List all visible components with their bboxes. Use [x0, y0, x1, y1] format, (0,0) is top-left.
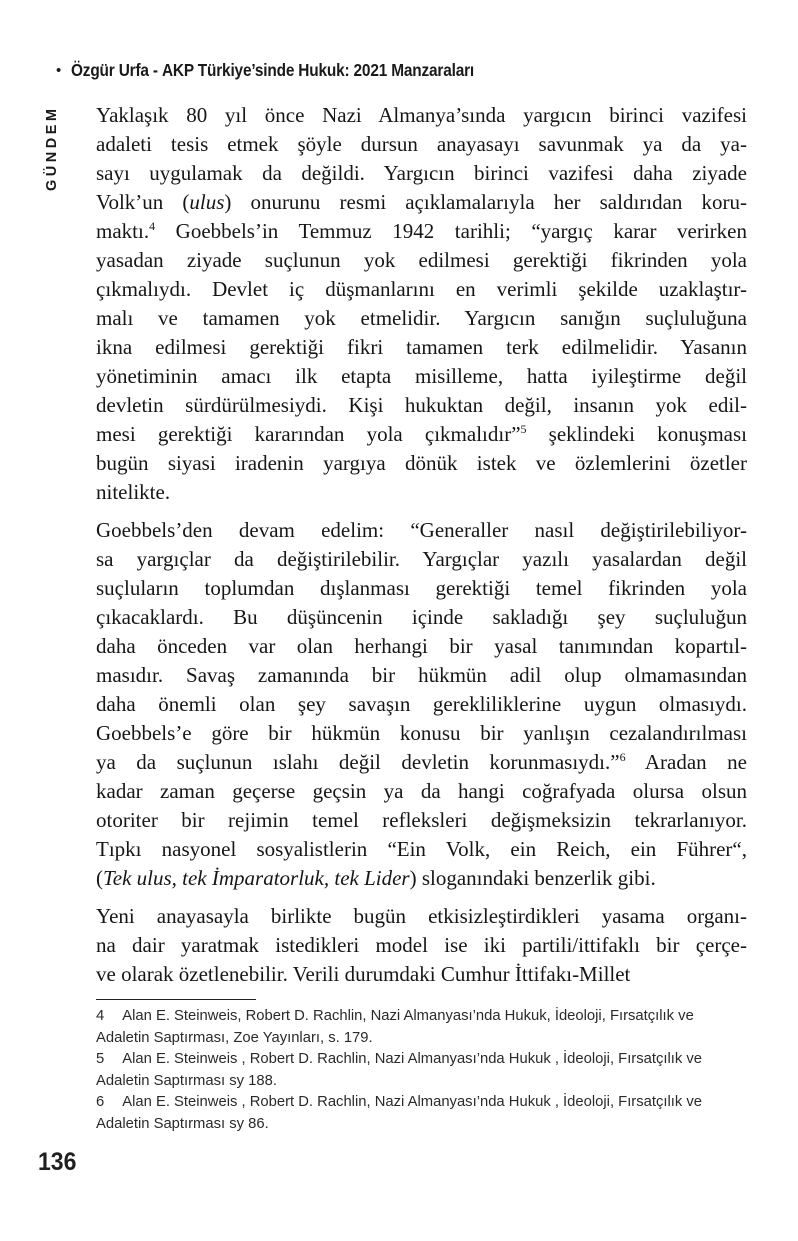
chapter-title: AKP Türkiye’sinde Hukuk: 2021 Manzaraları — [162, 60, 475, 80]
footnote-reference: 5 — [520, 422, 527, 436]
text-segment: Volk’un ( — [96, 190, 190, 214]
section-gutter-label: GÜNDEM — [44, 105, 60, 191]
text-line — [96, 333, 747, 362]
text-segment: ( — [96, 866, 103, 890]
page-number: 136 — [38, 1148, 77, 1176]
footnote-reference: 6 — [619, 750, 626, 764]
footnote — [96, 1092, 747, 1135]
text-line — [96, 449, 747, 478]
text-line — [96, 902, 747, 931]
text-segment: ikna edilmesi gerektiği fikri tamamen terk edilmelidir. Yasanın — [96, 335, 747, 359]
text-segment: nitelikte. — [96, 480, 171, 504]
text-line — [96, 217, 747, 246]
text-line — [96, 420, 747, 449]
footnote-number: 6 — [96, 1094, 105, 1110]
footnote-number: 5 — [96, 1051, 105, 1067]
paragraph — [96, 902, 747, 989]
text-segment: adaleti tesis etmek şöyle dursun anayasayı savunmak ya da ya- — [96, 132, 747, 156]
text-segment: Goebbels’in Temmuz 1942 tarihli; “yargıç karar verirken — [155, 219, 747, 243]
text-line — [96, 632, 747, 661]
text-line — [96, 719, 747, 748]
footnote-number: 4 — [96, 1008, 105, 1024]
text-segment: Goebbels’e göre bir hükmün konusu bir yanlışın cezalandırılması — [96, 721, 747, 745]
footnote-text: Alan E. Steinweis, Robert D. Rachlin, Nazi Almanyası’nda Hukuk, İdeoloji, Fırsatçılık ve Adaletin Saptırması, Zoe Yayınları, s. 179. — [96, 1008, 694, 1046]
text-segment: Yaklaşık 80 yıl önce Nazi Almanya’sında yargıcın birinci vazifesi — [96, 103, 747, 127]
italic-text: Tek ulus, tek İmparatorluk, tek Lider — [103, 866, 410, 890]
text-segment: kadar zaman geçerse geçsin ya da hangi coğrafyada olursa olsun — [96, 779, 747, 803]
text-segment: ya da suçlunun ıslahı değil devletin korunmasıydı.” — [96, 750, 620, 774]
footnote — [96, 1049, 747, 1092]
text-segment: şeklindeki konuşması — [526, 422, 747, 446]
paragraph — [96, 101, 747, 507]
text-line — [96, 391, 747, 420]
text-segment: ve olarak özetlenebilir. Verili durumdaki Cumhur İttifakı-Millet — [96, 962, 631, 986]
text-segment: çıkacaklardı. Bu düşüncenin içinde sakladığı şey suçluluğun — [96, 605, 747, 629]
text-segment: mesi gerektiği kararından yola çıkmalıdır” — [96, 422, 521, 446]
text-line — [96, 545, 747, 574]
footnote-reference: 4 — [149, 219, 156, 233]
text-line — [96, 777, 747, 806]
text-segment: sa yargıçlar da değiştirilebilir. Yargıçlar yazılı yasalardan değil — [96, 547, 747, 571]
text-line — [96, 574, 747, 603]
text-segment: yönetiminin amacı ilk etapta misilleme, hatta iyileştirme değil — [96, 364, 747, 388]
text-line — [96, 690, 747, 719]
text-line — [96, 960, 747, 989]
text-segment: daha önceden var olan herhangi bir yasal tanımından kopartıl- — [96, 634, 747, 658]
text-segment: Aradan ne — [625, 750, 747, 774]
text-line — [96, 806, 747, 835]
text-segment: Tıpkı nasyonel sosyalistlerin “Ein Volk, ein Reich, ein Führer“, — [96, 837, 747, 861]
text-segment: ) onurunu resmi açıklamalarıyla her saldırıdan koru- — [224, 190, 747, 214]
text-segment: malı ve tamamen yok etmelidir. Yargıcın sanığın suçluluğuna — [96, 306, 747, 330]
text-line — [96, 516, 747, 545]
text-line — [96, 130, 747, 159]
running-header — [56, 60, 529, 81]
text-segment: sayı uygulamak da değildi. Yargıcın birinci vazifesi daha ziyade — [96, 161, 747, 185]
footnote-text: Alan E. Steinweis , Robert D. Rachlin, Nazi Almanyası’nda Hukuk , İdeoloji, Fırsatçılık ve Adaletin Saptırması sy 188. — [96, 1051, 703, 1089]
running-header-text — [71, 60, 474, 81]
footnotes — [96, 1006, 747, 1135]
text-segment: otoriter bir rejimin temel refleksleri değişmeksizin tekrarlanıyor. — [96, 808, 747, 832]
text-segment: bugün siyasi iradenin yargıya dönük istek ve özlemlerini özetler — [96, 451, 747, 475]
text-line — [96, 478, 747, 507]
footnote — [96, 1006, 747, 1049]
text-line — [96, 864, 747, 893]
footnote-separator — [96, 999, 256, 1000]
text-line — [96, 275, 747, 304]
author-name: Özgür Urfa - — [71, 60, 163, 80]
text-line — [96, 661, 747, 690]
text-segment: ) sloganındaki benzerlik gibi. — [409, 866, 656, 890]
text-segment: Yeni anayasayla birlikte bugün etkisizleştirdikleri yasama organı- — [96, 904, 747, 928]
text-line — [96, 246, 747, 275]
text-segment: yasadan ziyade suçlunun yok edilmesi gerektiği fikrinden yola — [96, 248, 747, 272]
text-segment: daha önemli olan şey savaşın gerekliliklerine uygun olmasıydı. — [96, 692, 747, 716]
body-text — [96, 101, 747, 998]
text-segment: na dair yaratmak istedikleri model ise iki partili/ittifaklı bir çerçe- — [96, 933, 747, 957]
text-segment: devletin sürdürülmesiydi. Kişi hukuktan değil, insanın yok edil- — [96, 393, 747, 417]
text-line — [96, 603, 747, 632]
text-line — [96, 101, 747, 130]
text-segment: çıkmalıydı. Devlet iç düşmanlarını en verimli şekilde uzaklaştır- — [96, 277, 747, 301]
footnote-text: Alan E. Steinweis , Robert D. Rachlin, Nazi Almanyası’nda Hukuk , İdeoloji, Fırsatçılık ve Adaletin Saptırması sy 86. — [96, 1094, 703, 1132]
text-line — [96, 748, 747, 777]
text-line — [96, 304, 747, 333]
text-line — [96, 188, 747, 217]
text-segment: Goebbels’den devam edelim: “Generaller nasıl değiştirilebiliyor- — [96, 518, 747, 542]
text-line — [96, 931, 747, 960]
italic-text: ulus — [189, 190, 225, 214]
text-line — [96, 362, 747, 391]
text-line — [96, 159, 747, 188]
text-line — [96, 835, 747, 864]
text-segment: masıdır. Savaş zamanında bir hükmün adil olup olmamasından — [96, 663, 747, 687]
text-segment: maktı. — [96, 219, 150, 243]
text-segment: suçluların toplumdan dışlanması gerektiği temel fikrinden yola — [96, 576, 747, 600]
bullet-icon: • — [56, 62, 62, 79]
paragraph — [96, 516, 747, 893]
